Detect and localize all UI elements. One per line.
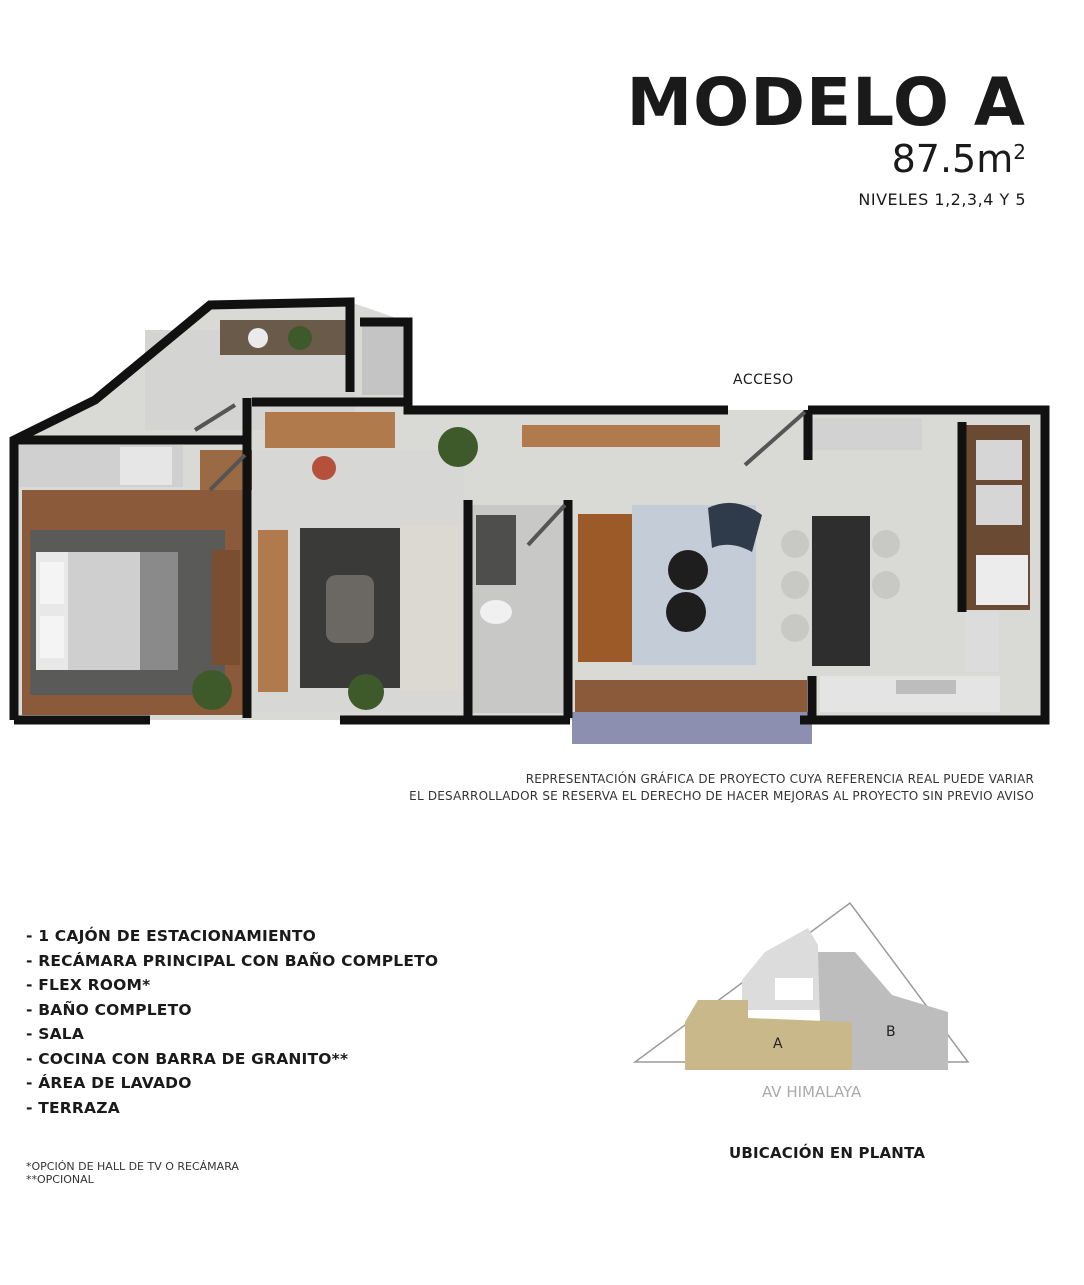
feature-item: - TERRAZA (26, 1098, 120, 1117)
desk-chair (312, 456, 336, 480)
feature-item: - RECÁMARA PRINCIPAL CON BAÑO COMPLETO (26, 951, 439, 970)
armchair (708, 503, 762, 552)
features-list (26, 924, 438, 1120)
access-label: ACCESO (733, 372, 794, 388)
living-sofa (578, 514, 632, 662)
model-area (891, 137, 1026, 181)
feature-item: - FLEX ROOM* (26, 976, 151, 994)
feature-item: - SALA (26, 1025, 85, 1043)
model-title: MODELO A (626, 64, 1026, 141)
levels-label: NIVELES 1,2,3,4 Y 5 (858, 190, 1026, 209)
kitchen-island (812, 516, 870, 666)
feature-item: - ÁREA DE LAVADO (26, 1074, 192, 1092)
disclaimer (409, 771, 1034, 805)
entry-shelf (522, 425, 720, 447)
fridge (965, 612, 999, 672)
unit-a-label: A (773, 1036, 783, 1052)
toilet (480, 600, 512, 624)
bed (36, 552, 178, 670)
side-table-top (668, 550, 708, 590)
bedroom-dresser (212, 550, 240, 665)
terrace-planter (575, 680, 807, 712)
coffee-table (326, 575, 374, 643)
footnotes (26, 1160, 239, 1186)
feature-item: - BAÑO COMPLETO (26, 1000, 192, 1019)
cooktop (896, 680, 956, 694)
bath-shower (362, 325, 404, 395)
bath-sink (248, 328, 268, 348)
feature-item: - COCINA CON BARRA DE GRANITO** (26, 1049, 349, 1068)
floor-plan-render (0, 296, 1060, 756)
closet-door (120, 447, 172, 485)
second-bath-vanity (476, 515, 516, 585)
area-value: 87.5m (891, 137, 1014, 181)
upper-unit-void (775, 978, 813, 1000)
feature-item: - 1 CAJÓN DE ESTACIONAMIENTO (26, 927, 317, 945)
flex-desk (265, 412, 395, 448)
tv-console (258, 530, 288, 692)
location-diagram (630, 900, 975, 1075)
laundry-cabinet (976, 555, 1028, 605)
footnote-2: **OPCIONAL (26, 1173, 94, 1186)
side-table-bottom (666, 592, 706, 632)
street-label: AV HIMALAYA (762, 1083, 862, 1101)
kitchen-upper-cabinets (812, 418, 922, 450)
flex-sofa (400, 526, 462, 690)
location-caption: UBICACIÓN EN PLANTA (729, 1144, 926, 1162)
terrace-plants (572, 712, 812, 744)
disclaimer-line-1: REPRESENTACIÓN GRÁFICA DE PROYECTO CUYA REFERENCIA REAL PUEDE VARIAR (525, 772, 1034, 786)
area-exponent: 2 (1013, 140, 1026, 164)
footnote-1: *OPCIÓN DE HALL DE TV O RECÁMARA (26, 1160, 239, 1173)
unit-b-label: B (886, 1024, 896, 1040)
disclaimer-line-2: EL DESARROLLADOR SE RESERVA EL DERECHO DE HACER MEJORAS AL PROYECTO SIN PREVIO AVISO (409, 789, 1034, 803)
bath-vanity (220, 320, 348, 355)
